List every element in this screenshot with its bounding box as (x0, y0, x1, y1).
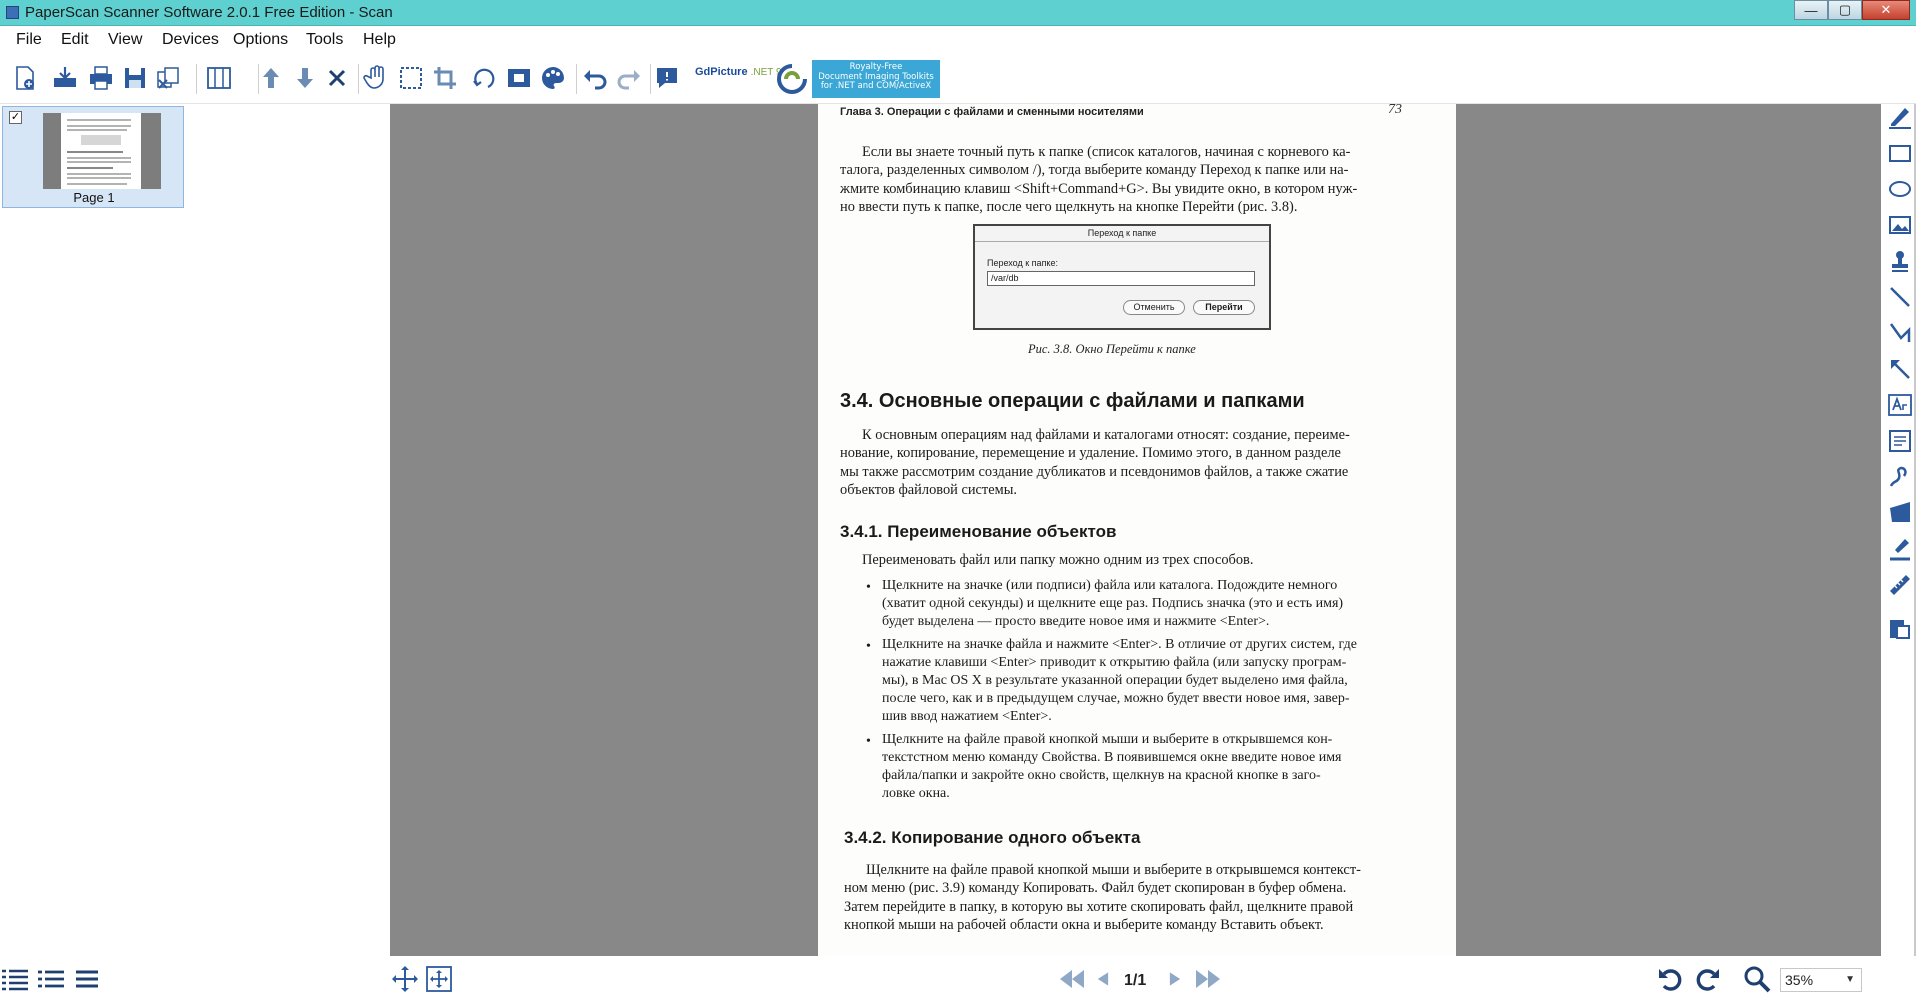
text-line: талога, разделенных символом /), тогда выберите команду Переход к папке или на- (840, 162, 1349, 179)
text-line: шив ввод нажатием <Enter>. (882, 709, 1052, 724)
first-page-icon[interactable] (1056, 964, 1086, 994)
menu-options[interactable]: Options (233, 31, 289, 48)
text-line: жмите комбинацию клавиш <Shift+Command+G>. Вы увидите окно, в котором нуж- (840, 180, 1358, 197)
ellipse-icon[interactable] (1887, 176, 1913, 202)
zoom-select[interactable] (1780, 968, 1862, 992)
annotation-toolbar (1881, 104, 1916, 956)
color-palette-icon[interactable] (538, 62, 568, 94)
figure-go-button: Перейти (1193, 300, 1255, 315)
subsection-title: 3.4.2. Копирование одного объекта (844, 828, 1141, 847)
text-line: объектов файловой системы. (840, 481, 1017, 498)
text-line: текстстном меню команду Свойства. В появившемся окне введите новое имя (882, 750, 1342, 765)
menu-bar (0, 26, 1916, 53)
window-title: PaperScan Scanner Software 2.0.1 Free Edition - Scan (25, 4, 393, 21)
minimize-button[interactable]: — (1794, 0, 1828, 20)
text-line: Щелкните на значке файла и нажмите <Enter>. В отличие от других систем, где (882, 637, 1357, 652)
previous-page-icon[interactable] (1092, 964, 1114, 994)
menu-view[interactable]: View (108, 31, 143, 48)
text-line: нование, копирование, перемещение и удаление. Помимо этого, в данном разделе (840, 445, 1341, 462)
gdpicture-logo (695, 66, 782, 78)
fit-page-icon[interactable] (390, 964, 420, 994)
text-line: ловке окна. (882, 786, 950, 801)
link-icon[interactable] (1887, 616, 1913, 642)
thumbnail-panel (0, 104, 390, 956)
subsection-intro: Переименовать файл или папку можно одним из трех способов. (862, 552, 1254, 568)
text-icon[interactable] (1887, 392, 1913, 418)
comment-icon[interactable] (652, 62, 682, 94)
ruler-icon[interactable] (1887, 572, 1913, 598)
highlighter-icon[interactable] (1887, 536, 1913, 562)
toolbar-separator (576, 64, 577, 94)
move-up-icon[interactable] (256, 62, 286, 94)
close-button[interactable]: ✕ (1862, 0, 1910, 20)
freehand-icon[interactable] (1887, 464, 1913, 490)
next-page-icon[interactable] (1164, 964, 1186, 994)
figure-cancel-button: Отменить (1123, 300, 1185, 315)
select-rect-icon[interactable] (396, 62, 426, 94)
running-head: Глава 3. Операции с файлами и сменными носителями (840, 106, 1144, 118)
text-line: Щелкните на значке (или подписи) файла или каталога. Подождите немного (882, 578, 1338, 593)
maximize-button[interactable]: ▢ (1828, 0, 1862, 20)
figure-dialog-input: /var/db (987, 271, 1255, 286)
figure-dialog (973, 224, 1271, 330)
chevron-down-icon: ▼ (1845, 974, 1855, 985)
banner-line: Royalty-Free (849, 62, 903, 72)
text-line: но ввести путь к папке, после чего щелкнуть на кнопке Перейти (рис. 3.8). (840, 198, 1298, 215)
new-document-icon[interactable] (10, 62, 40, 94)
layout-icon[interactable] (204, 62, 234, 94)
text-line: К основным операциям над файлами и каталогами относят: создание, переиме- (862, 427, 1350, 443)
gdpicture-version: .NET 9 (750, 67, 782, 78)
zoom-icon[interactable] (1742, 964, 1772, 994)
acquire-icon[interactable] (50, 62, 80, 94)
title-bar (0, 0, 1916, 26)
rotate-left-icon[interactable] (1656, 964, 1686, 994)
document-viewer[interactable] (390, 104, 1881, 956)
menu-devices[interactable]: Devices (162, 31, 219, 48)
banner-line: for .NET and COM/ActiveX (820, 81, 932, 91)
line-icon[interactable] (1887, 284, 1913, 310)
thumbnail-label: Page 1 (73, 190, 115, 205)
text-line: Если вы знаете точный путь к папке (список каталогов, начиная с корневого ка- (862, 144, 1351, 160)
page-thumbnail[interactable] (2, 106, 184, 208)
zoom-value: 35% (1785, 972, 1814, 988)
view-list-large-icon[interactable] (72, 964, 102, 994)
rectangle-icon[interactable] (1887, 140, 1913, 166)
arrow-icon[interactable] (1887, 356, 1913, 382)
view-list-small-icon[interactable] (0, 964, 30, 994)
bullet-marker: • (866, 639, 871, 654)
fit-width-icon[interactable] (424, 964, 454, 994)
remove-icon[interactable] (322, 62, 352, 94)
text-line: Щелкните на файле правой кнопкой мыши и выберите в открывшемся контекст- (866, 862, 1361, 878)
toolbar-separator (196, 64, 197, 94)
menu-tools[interactable]: Tools (306, 31, 344, 48)
text-line: после чего, как и в предыдущем случае, можно будет ввести новое имя, завер- (882, 691, 1350, 706)
text-line: кнопкой мыши на рабочей области окна и выберите команду Вставить объект. (844, 916, 1324, 933)
sticky-note-icon[interactable] (1887, 428, 1913, 454)
text-line: нажатие клавиши <Enter> приводит к открытию файла (или запуску програм- (882, 655, 1347, 670)
text-line: Затем перейдите в папку, в которую вы хотите скопировать файл, щелкните правой (844, 898, 1354, 915)
polygon-icon[interactable] (1887, 500, 1913, 526)
window-controls (1794, 0, 1910, 20)
toolbar-separator (358, 64, 359, 94)
bullet-marker: • (866, 734, 871, 749)
banner-line: Document Imaging Toolkits (818, 71, 934, 82)
connected-lines-icon[interactable] (1887, 320, 1913, 346)
menu-edit[interactable]: Edit (61, 31, 89, 48)
text-line: Щелкните на файле правой кнопкой мыши и выберите в открывшемся кон- (882, 732, 1333, 747)
text-line: будет выделена — просто введите новое имя и нажмите <Enter>. (882, 614, 1270, 629)
figure-dialog-title: Переход к папке (975, 226, 1269, 242)
print-icon[interactable] (86, 62, 116, 94)
figure-caption: Рис. 3.8. Окно Перейти к папке (1028, 342, 1196, 356)
redo-icon[interactable] (614, 62, 644, 94)
thumbnail-checkbox[interactable]: ✓ (10, 111, 21, 123)
subsection-title: 3.4.1. Переименование объектов (840, 522, 1117, 541)
gdpicture-name: GdPicture (695, 66, 748, 78)
gdpicture-mark-icon (775, 62, 809, 96)
rotate-icon[interactable] (470, 62, 500, 94)
pan-hand-icon[interactable] (362, 62, 392, 94)
text-line: мы также рассмотрим создание дубликатов и псевдонимов файлов, а также сжатие (840, 463, 1349, 480)
undo-icon[interactable] (580, 62, 610, 94)
pen-icon[interactable] (1887, 104, 1913, 130)
view-list-medium-icon[interactable] (36, 964, 66, 994)
document-page (818, 104, 1456, 956)
figure-dialog-label: Переход к папке: (987, 258, 1058, 268)
text-line: ном меню (рис. 3.9) команду Копировать. Файл будет скопирован в буфер обмена. (844, 880, 1347, 897)
menu-file[interactable]: File (16, 31, 42, 48)
toolbar-separator (650, 64, 651, 94)
page-indicator: 1/1 (1124, 972, 1147, 989)
text-line: файла/папки и закройте окно свойств, щелкнув на красной кнопке в заго- (882, 768, 1321, 783)
image-icon[interactable] (1887, 212, 1913, 238)
thumbnail-paper (61, 113, 141, 189)
status-bar (0, 956, 1916, 1005)
bullet-marker: • (866, 580, 871, 595)
text-line: мы), в Mac OS X в результате указанной операции будет выделено имя файла, (882, 673, 1348, 688)
menu-help[interactable]: Help (363, 31, 396, 48)
text-line: (хватит одной секунды) и щелкните еще раз. Подпись значка (это и есть имя) (882, 596, 1344, 611)
page-number: 73 (1388, 102, 1402, 117)
app-icon (6, 6, 19, 19)
rotate-right-icon[interactable] (1692, 964, 1722, 994)
auto-correct-icon[interactable] (504, 62, 534, 94)
main-toolbar (0, 54, 1916, 104)
last-page-icon[interactable] (1194, 964, 1224, 994)
section-title: 3.4. Основные операции с файлами и папками (840, 390, 1305, 412)
move-down-icon[interactable] (290, 62, 320, 94)
delete-pages-icon[interactable] (154, 62, 184, 94)
stamp-icon[interactable] (1887, 248, 1913, 274)
crop-icon[interactable] (430, 62, 460, 94)
gdpicture-banner[interactable] (812, 60, 940, 98)
save-icon[interactable] (120, 62, 150, 94)
